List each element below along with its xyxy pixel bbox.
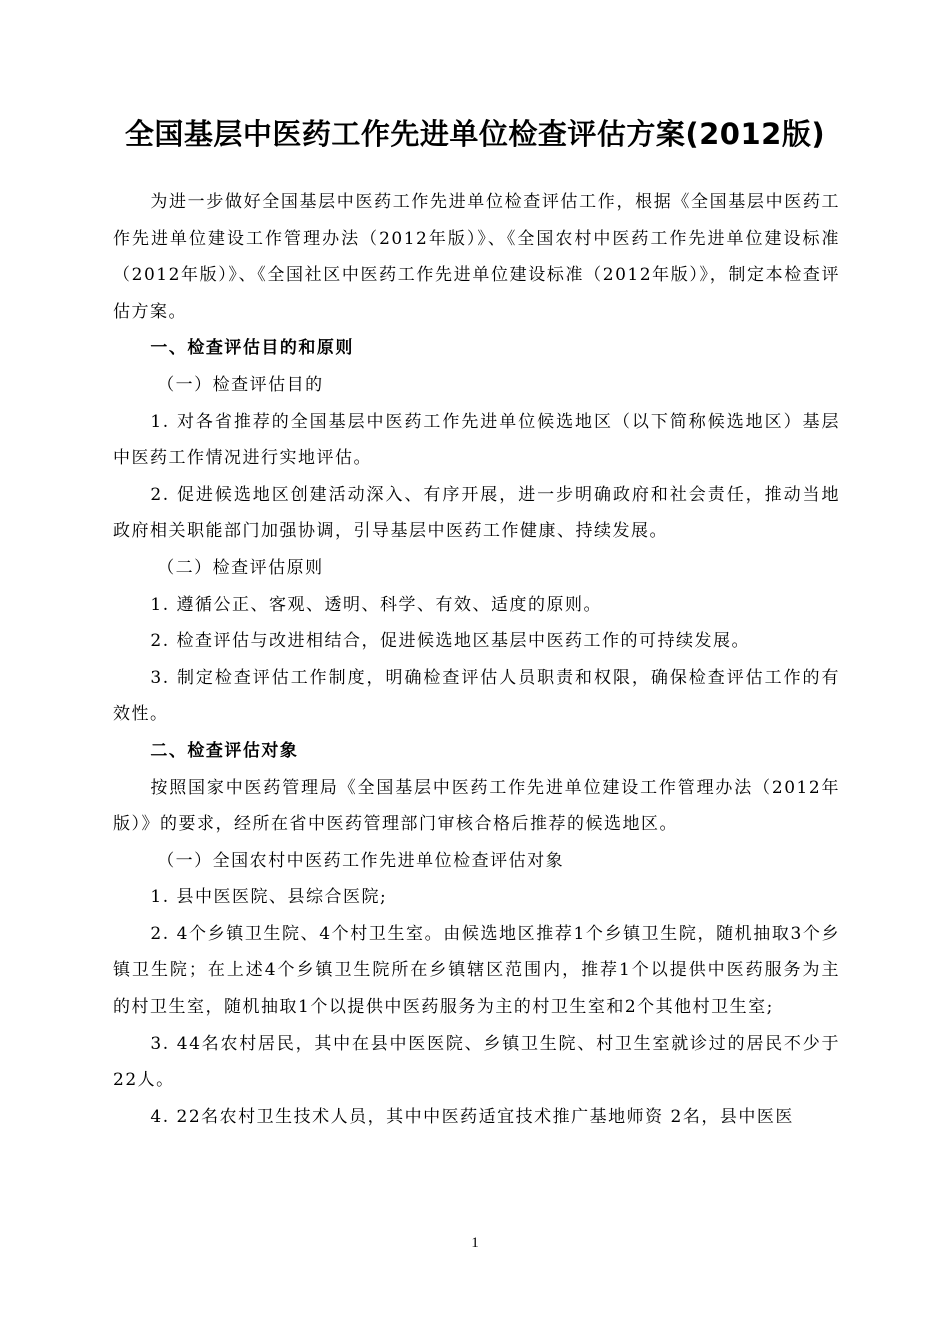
paragraph-2-1-4: 4. 22名农村卫生技术人员，其中中医药适宜技术推广基地师资 2名，县中医医: [150, 1106, 794, 1127]
page-number: 1: [471, 1235, 479, 1251]
paragraph-1-1-1: 1. 对各省推荐的全国基层中医药工作先进单位候选地区（以下简称候选地区）基层中医药工作情况进行实地评估。: [113, 411, 840, 469]
paragraph-2-1-2: 2. 4个乡镇卫生院、4个村卫生室。由候选地区推荐1个乡镇卫生院，随机抽取3个乡镇卫生院；在上述4个乡镇卫生院所在乡镇辖区范围内，推荐1个以提供中医药服务为主的村卫生室，随机抽取1个以提供中医药服务为主的村卫生室和2个其他村卫生室;: [113, 923, 840, 1018]
paragraph-1-1-2: 2. 促进候选地区创建活动深入、有序开展，进一步明确政府和社会责任，推动当地政府相关职能部门加强协调，引导基层中医药工作健康、持续发展。: [113, 484, 840, 542]
subsection-heading-1-1: （一）检查评估目的: [157, 374, 324, 395]
subsection-heading-2-1: （一）全国农村中医药工作先进单位检查评估对象: [157, 850, 565, 871]
subsection-heading-1-2: （二）检查评估原则: [157, 557, 324, 578]
document-body: [113, 184, 840, 1135]
intro-paragraph: 为进一步做好全国基层中医药工作先进单位检查评估工作，根据《全国基层中医药工作先进单位建设工作管理办法（2012年版）》、《全国农村中医药工作先进单位建设标准（2012年版）》、《全国社区中医药工作先进单位建设标准（2012年版）》，制定本检查评估方案。: [113, 192, 840, 322]
paragraph-2-1-1: 1. 县中医医院、县综合医院;: [150, 887, 388, 908]
paragraph-2-1-3: 3. 44名农村居民，其中在县中医医院、乡镇卫生院、村卫生室就诊过的居民不少于22人。: [113, 1033, 840, 1091]
section-heading-2: 二、检查评估对象: [150, 740, 299, 761]
section-heading-1: 一、检查评估目的和原则: [150, 338, 354, 359]
paragraph-2-intro: 按照国家中医药管理局《全国基层中医药工作先进单位建设工作管理办法（2012年版）》的要求，经所在省中医药管理部门审核合格后推荐的候选地区。: [113, 777, 840, 835]
paragraph-1-2-1: 1. 遵循公正、客观、透明、科学、有效、适度的原则。: [150, 594, 603, 615]
page-title: 全国基层中医药工作先进单位检查评估方案(2012版): [124, 117, 826, 151]
paragraph-1-2-2: 2. 检查评估与改进相结合，促进候选地区基层中医药工作的可持续发展。: [150, 631, 751, 652]
paragraph-1-2-3: 3. 制定检查评估工作制度，明确检查评估人员职责和权限，确保检查评估工作的有效性。: [113, 667, 840, 725]
